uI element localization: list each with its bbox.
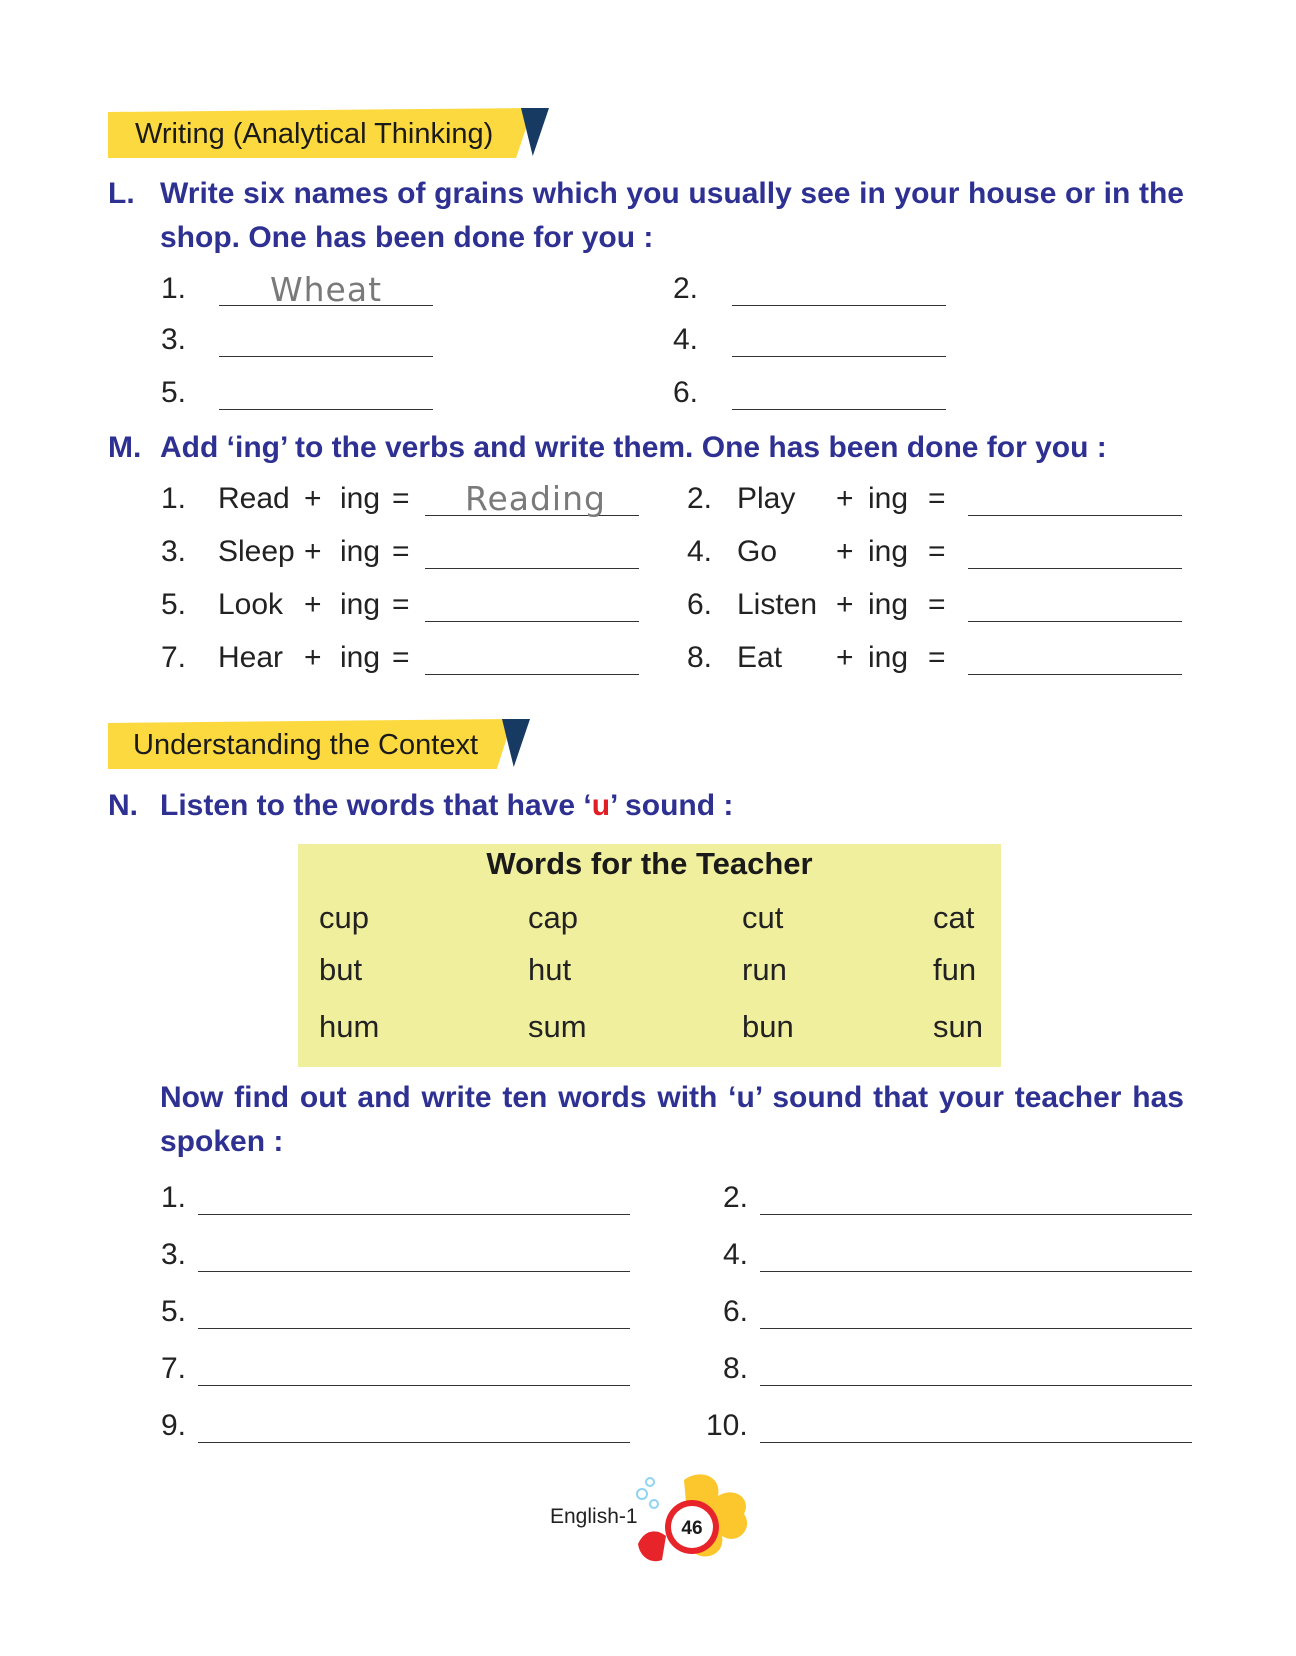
question-text-end: ’ sound : [610,789,734,822]
word: cap [528,900,578,935]
ing-suffix: ing [868,588,909,621]
answer-line[interactable] [760,1442,1192,1443]
answer-number: 2. [723,1181,749,1214]
verb-number: 8. [687,641,713,674]
grain-answer-line[interactable] [732,356,946,357]
plus-sign: + [836,482,854,515]
question-N-instruction [108,1076,1184,1166]
verb: Play [737,482,796,515]
section-banner-context [108,719,533,769]
grain-number: 1. [161,272,187,305]
word: but [319,952,363,987]
verb-number: 3. [161,535,187,568]
question-N [108,784,1184,828]
grain-answer-line[interactable] [732,409,946,410]
verb-number: 2. [687,482,713,515]
answer-line[interactable] [198,1328,630,1329]
bubble-icon [637,1489,647,1499]
verb-answer-line[interactable] [968,674,1182,675]
answer-line[interactable] [760,1328,1192,1329]
question-text [160,784,733,828]
ing-suffix: ing [340,482,381,515]
equals-sign: = [928,641,946,674]
question-text: Write six names of grains which you usually see in your house or in the shop. One has been done for you : [160,177,1184,254]
grain-answer-example: Wheat [270,270,383,309]
question-M [108,426,1208,470]
grain-number: 2. [673,272,699,305]
answer-line[interactable] [198,1442,630,1443]
teacher-word-box [298,844,1001,1067]
verb-number: 5. [161,588,187,621]
plus-sign: + [304,588,322,621]
answer-line[interactable] [198,1271,630,1272]
equals-sign: = [392,535,410,568]
word: cut [742,900,784,935]
word: hum [319,1009,380,1044]
question-text: Add ‘ing’ to the verbs and write them. One has been done for you : [160,431,1107,464]
grain-number: 4. [673,323,699,356]
verb-answer-line[interactable] [425,621,639,622]
word: sum [528,1009,587,1044]
answer-number: 4. [723,1238,749,1271]
answer-line[interactable] [760,1271,1192,1272]
section-title: Understanding the Context [133,729,478,761]
answer-number: 5. [161,1295,187,1328]
section-banner-writing [108,108,553,158]
bubble-icon [650,1500,658,1508]
word: cup [319,900,369,935]
answer-line[interactable] [760,1214,1192,1215]
question-text-start: Listen to the words that have ‘ [160,789,592,822]
ing-suffix: ing [340,535,381,568]
highlighted-letter: u [591,789,611,822]
grain-number: 5. [161,376,187,409]
plus-sign: + [304,641,322,674]
answer-line[interactable] [760,1385,1192,1386]
verb: Hear [218,641,284,674]
answer-number: 10. [706,1409,748,1442]
verb: Read [218,482,290,515]
verb-answer-line[interactable] [968,568,1182,569]
answer-number: 9. [161,1409,187,1442]
grain-number: 3. [161,323,187,356]
verb-number: 7. [161,641,187,674]
equals-sign: = [928,482,946,515]
section-title: Writing (Analytical Thinking) [135,118,494,150]
word: fun [933,952,977,987]
grain-answer-line[interactable] [219,409,433,410]
question-letter: N. [108,789,138,822]
verb: Listen [737,588,818,621]
verb: Eat [737,641,783,674]
grain-answer-line[interactable] [732,305,946,306]
equals-sign: = [928,535,946,568]
equals-sign: = [392,641,410,674]
verb-number: 1. [161,482,187,515]
ing-suffix: ing [868,641,909,674]
verb: Go [737,535,778,568]
plus-sign: + [836,535,854,568]
answer-number: 7. [161,1352,187,1385]
answer-number: 3. [161,1238,187,1271]
banner-flag-icon [502,719,530,767]
page-number-badge [630,1472,755,1564]
word: run [742,952,787,987]
equals-sign: = [392,588,410,621]
bubble-icon [646,1478,654,1486]
question-letter: M. [108,431,142,464]
verb-answer-example: Reading [465,479,606,518]
book-name: English-1 [550,1505,638,1528]
ing-suffix: ing [868,482,909,515]
grain-number: 6. [673,376,699,409]
ing-suffix: ing [340,641,381,674]
word: sun [933,1009,983,1044]
equals-sign: = [928,588,946,621]
page-number: 46 [681,1518,703,1539]
word-box-title: Words for the Teacher [486,846,813,881]
answer-number: 1. [161,1181,187,1214]
answer-number: 8. [723,1352,749,1385]
plus-sign: + [836,588,854,621]
equals-sign: = [392,482,410,515]
plus-sign: + [304,535,322,568]
verb: Sleep [218,535,295,568]
question-letter: L. [108,177,135,210]
verb-answer-line[interactable] [968,515,1182,516]
verb-number: 6. [687,588,713,621]
grain-answer-line[interactable] [219,356,433,357]
word: bun [742,1009,794,1044]
verb-answer-line[interactable] [425,674,639,675]
ing-suffix: ing [340,588,381,621]
answer-number: 6. [723,1295,749,1328]
answer-line[interactable] [198,1214,630,1215]
ing-suffix: ing [868,535,909,568]
verb: Look [218,588,284,621]
plus-sign: + [836,641,854,674]
verb-number: 4. [687,535,713,568]
instruction-text: Now find out and write ten words with ‘u’ sound that your teacher has spoken : [160,1081,1184,1158]
verb-answer-line[interactable] [968,621,1182,622]
plus-sign: + [304,482,322,515]
banner-flag-icon [521,108,549,156]
petal-red-icon [638,1531,666,1561]
word: hut [528,952,572,987]
answer-line[interactable] [198,1385,630,1386]
verb-answer-line[interactable] [425,568,639,569]
word: cat [933,900,975,935]
question-L [108,172,1184,262]
